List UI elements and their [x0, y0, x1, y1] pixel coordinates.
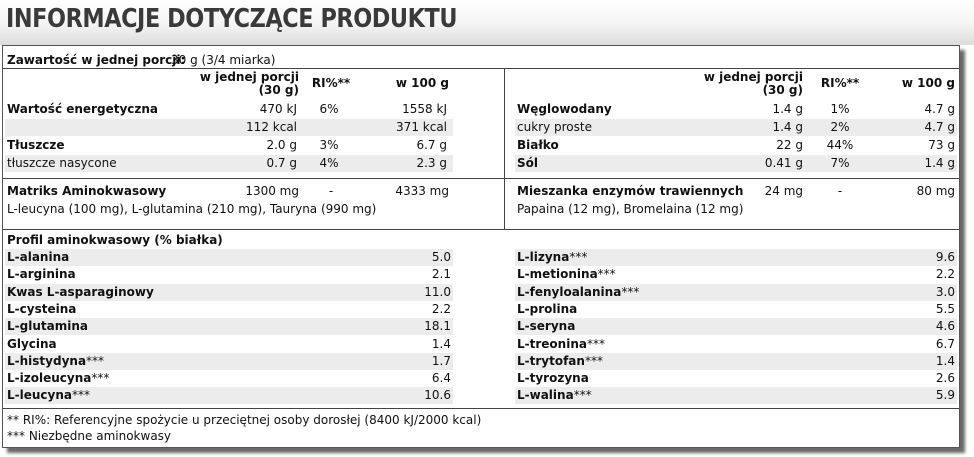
- page-title: INFORMACJE DOTYCZĄCE PRODUKTU: [6, 4, 458, 34]
- nutrient-serving: 0.7 g: [266, 156, 297, 170]
- essential-mark: ***: [597, 267, 616, 282]
- amino-name-text: L-glutamina: [7, 319, 88, 334]
- serving-line: [7, 52, 947, 69]
- amino-name-text: L-histydyna: [7, 353, 87, 368]
- serving-label: Zawartość w jednej porcji:: [7, 53, 186, 67]
- footnote-essential: *** Niezbędne aminokwasy: [7, 429, 172, 443]
- amino-name: [7, 284, 154, 301]
- nutrient-name: Sól: [517, 156, 538, 170]
- amino-name-text: L-metionina: [517, 267, 598, 282]
- nutrient-per100: 4.7 g: [924, 102, 955, 116]
- enzymes-ri: -: [837, 184, 843, 198]
- nutrition-row: [5, 137, 453, 154]
- essential-mark: ***: [91, 371, 110, 386]
- amino-name-text: L-lizyna: [517, 250, 570, 264]
- amino-value: 1.4: [431, 336, 451, 351]
- col-header-serving-line2: (30 g): [258, 83, 299, 97]
- amino-row: [515, 301, 957, 318]
- amino-value: 2.1: [431, 267, 451, 282]
- essential-mark: ***: [72, 388, 90, 403]
- essential-mark: ***: [569, 250, 588, 264]
- nutrient-name: tłuszcze nasycone: [7, 156, 117, 170]
- amino-name-text: L-prolina: [517, 301, 578, 316]
- amino-name-text: L-walina: [517, 388, 574, 403]
- matrix-row: [7, 183, 457, 200]
- nutrient-name: Białko: [517, 138, 559, 152]
- amino-value: 1.7: [431, 353, 451, 368]
- footnote-row: [7, 412, 907, 429]
- amino-row: [515, 370, 957, 387]
- essential-mark: ***: [621, 284, 640, 299]
- amino-value: 2.6: [935, 371, 955, 386]
- amino-row: [5, 336, 453, 353]
- amino-row: [5, 266, 453, 283]
- amino-value: 2.2: [935, 267, 955, 282]
- nutrition-row: [5, 101, 453, 118]
- amino-name: [7, 266, 76, 283]
- amino-name-text: L-alanina: [7, 250, 70, 264]
- amino-row: [5, 301, 453, 318]
- nutrient-ri: 4%: [319, 156, 339, 170]
- serving-value: 30 g (3/4 miarka): [171, 53, 276, 67]
- col-header-ri-left: RI%**: [311, 76, 351, 90]
- amino-value: 1.4: [935, 353, 955, 368]
- divider: [3, 68, 959, 69]
- divider: [3, 178, 959, 179]
- amino-name: [517, 353, 603, 370]
- divider: [3, 408, 959, 409]
- amino-name: [7, 318, 88, 335]
- amino-name: [517, 249, 587, 266]
- col-header-serving-right: [683, 71, 803, 97]
- nutrient-serving: 2.0 g: [266, 138, 297, 152]
- header-bar: [0, 0, 974, 45]
- amino-name: [7, 249, 69, 266]
- amino-row: [5, 318, 453, 335]
- amino-value: 2.2: [431, 301, 451, 316]
- enzymes-per100: 80 mg: [916, 184, 955, 198]
- enzymes-row: [517, 183, 957, 200]
- amino-value: 10.6: [424, 388, 451, 403]
- nutrition-row: [515, 155, 957, 172]
- divider: [3, 229, 959, 230]
- nutrient-name: Węglowodany: [517, 102, 612, 116]
- essential-mark: ***: [86, 353, 105, 368]
- nutrient-serving: 0.41 g: [764, 156, 803, 170]
- nutrient-ri: 6%: [319, 102, 339, 116]
- nutrient-ri: 44%: [826, 138, 854, 152]
- nutrient-serving: 1.4 g: [772, 120, 803, 134]
- amino-name: [7, 301, 76, 318]
- amino-value: 6.4: [431, 371, 451, 386]
- amino-row: [5, 353, 453, 370]
- amino-value: 5.9: [935, 388, 955, 403]
- nutrition-row: [515, 137, 957, 154]
- col-header-ri-right: RI%**: [820, 76, 860, 90]
- matrix-per100: 4333 mg: [395, 184, 449, 198]
- amino-name-text: Kwas L-asparaginowy: [7, 284, 154, 299]
- amino-value: 5.0: [431, 250, 451, 264]
- col-header-per100-right: w 100 g: [901, 76, 955, 90]
- footnote-ri: ** RI%: Referencyjne spożycie u przeciętnej osoby dorosłej (8400 kJ/2000 kcal): [7, 413, 482, 427]
- nutrient-per100: 4.7 g: [924, 120, 955, 134]
- nutrient-per100: 1.4 g: [924, 156, 955, 170]
- amino-name-text: L-seryna: [517, 319, 576, 334]
- nutrition-panel: [2, 45, 960, 448]
- amino-name-text: Glycina: [7, 336, 57, 351]
- amino-name: [517, 336, 605, 353]
- nutrition-row: [515, 101, 957, 118]
- amino-name: [7, 353, 104, 370]
- nutrition-row: [515, 119, 957, 136]
- amino-name: [517, 370, 589, 387]
- amino-name-text: L-trytofan: [517, 353, 585, 368]
- amino-name: [517, 301, 577, 318]
- amino-value: 6.7: [935, 336, 955, 351]
- column-separator: [504, 178, 505, 229]
- amino-value: 3.0: [935, 284, 955, 299]
- matrix-serving: 1300 mg: [245, 184, 299, 198]
- nutrition-row: [5, 155, 453, 172]
- amino-name: [517, 266, 616, 283]
- footnote-row: [7, 428, 907, 445]
- amino-name-text: L-treonina: [517, 336, 587, 351]
- nutrient-ri: 7%: [830, 156, 850, 170]
- matrix-detail: L-leucyna (100 mg), L-glutamina (210 mg), Tauryna (990 mg): [7, 202, 377, 216]
- amino-row: [5, 284, 453, 301]
- amino-profile-title-row: [7, 232, 457, 249]
- col-header-serving-line2: (30 g): [762, 83, 803, 97]
- enzymes-serving: 24 mg: [764, 184, 803, 198]
- col-header-serving-line1: w jednej porcji: [199, 70, 299, 84]
- matrix-ri: -: [328, 184, 334, 198]
- col-header-serving-left: [183, 71, 299, 97]
- nutrient-serving: 1.4 g: [772, 102, 803, 116]
- col-header-per100-left: w 100 g: [395, 76, 449, 90]
- nutrient-per100: 371 kcal: [396, 120, 447, 134]
- nutrition-row: [5, 119, 453, 136]
- amino-name: [7, 370, 109, 387]
- amino-value: 5.5: [935, 301, 955, 316]
- amino-name: [517, 387, 592, 404]
- nutrient-ri: 2%: [830, 120, 850, 134]
- col-header-serving-line1: w jednej porcji: [703, 70, 803, 84]
- amino-row: [5, 370, 453, 387]
- amino-row: [515, 336, 957, 353]
- amino-name: [7, 387, 90, 404]
- enzymes-detail-row: [517, 201, 957, 218]
- nutrient-name: cukry proste: [517, 120, 592, 134]
- amino-value: 11.0: [424, 284, 451, 299]
- enzymes-detail: Papaina (12 mg), Bromelaina (12 mg): [517, 202, 744, 216]
- amino-name-text: L-cysteina: [7, 301, 77, 316]
- nutrient-per100: 2.3 g: [416, 156, 447, 170]
- amino-value: 4.6: [935, 319, 955, 334]
- amino-name-text: L-fenyloalanina: [517, 284, 622, 299]
- nutrient-serving: 112 kcal: [246, 120, 297, 134]
- matrix-detail-row: [7, 201, 457, 218]
- essential-mark: ***: [586, 336, 605, 351]
- amino-row: [515, 353, 957, 370]
- nutrient-ri: 1%: [830, 102, 850, 116]
- essential-mark: ***: [584, 353, 603, 368]
- amino-name-text: L-tyrozyna: [517, 371, 589, 386]
- amino-value: 9.6: [935, 250, 955, 264]
- amino-name: [7, 336, 57, 353]
- nutrient-per100: 1558 kJ: [402, 102, 447, 116]
- amino-name: [517, 318, 575, 335]
- amino-row: [515, 249, 957, 266]
- amino-name-text: L-arginina: [7, 267, 76, 282]
- essential-mark: ***: [573, 388, 592, 403]
- amino-row: [515, 387, 957, 404]
- amino-row: [515, 284, 957, 301]
- amino-row: [5, 249, 453, 266]
- nutrient-ri: 3%: [319, 138, 339, 152]
- enzymes-name: Mieszanka enzymów trawiennych: [517, 184, 744, 198]
- nutrient-name: Wartość energetyczna: [7, 102, 159, 116]
- nutrient-name: Tłuszcze: [7, 138, 65, 152]
- amino-name: [517, 284, 639, 301]
- amino-profile-title: Profil aminokwasowy (% białka): [7, 233, 223, 247]
- amino-value: 18.1: [424, 319, 451, 334]
- amino-row: [5, 387, 453, 404]
- nutrient-per100: 73 g: [928, 138, 955, 152]
- amino-row: [515, 318, 957, 335]
- amino-name-text: L-izoleucyna: [7, 371, 92, 386]
- nutrient-serving: 22 g: [776, 138, 803, 152]
- nutrient-per100: 6.7 g: [416, 138, 447, 152]
- nutrient-serving: 470 kJ: [259, 102, 297, 116]
- matrix-name: Matriks Aminokwasowy: [7, 184, 167, 198]
- column-separator: [504, 69, 505, 178]
- amino-name-text: L-leucyna: [7, 388, 72, 403]
- amino-row: [515, 266, 957, 283]
